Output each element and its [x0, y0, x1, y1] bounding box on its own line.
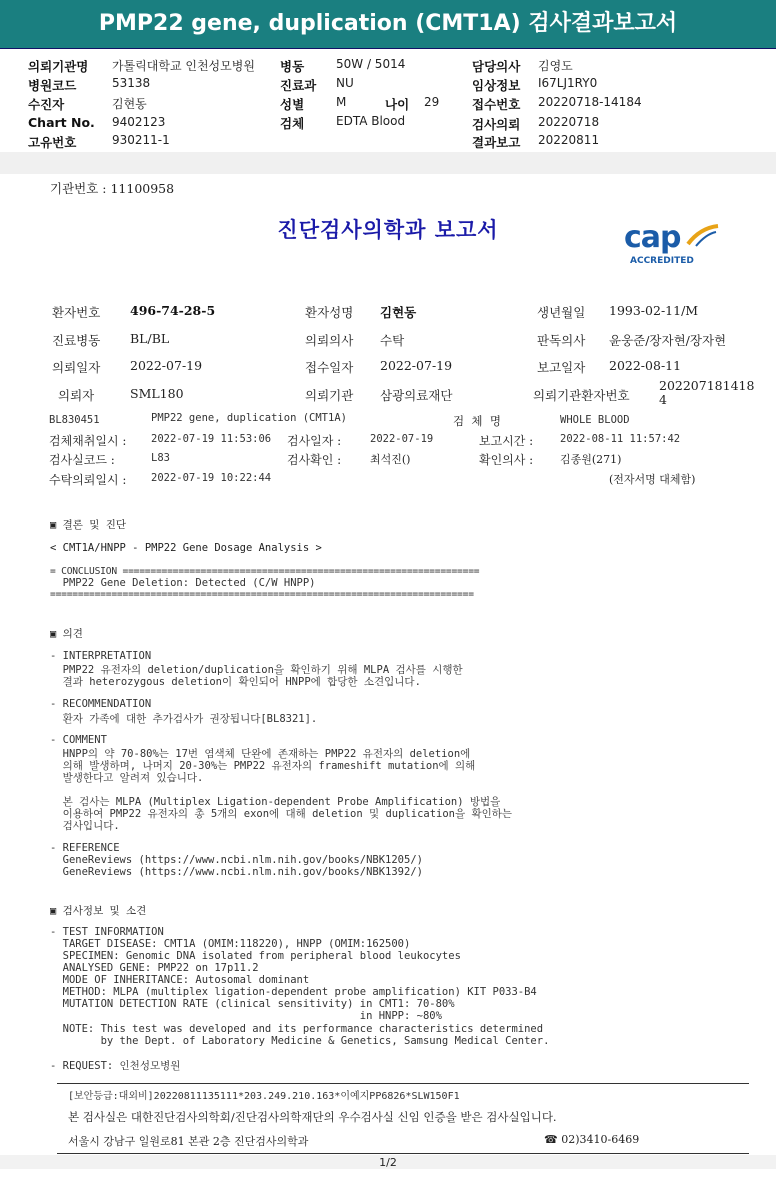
reporttime-label: 보고시간 :: [479, 434, 534, 448]
doctor-label: 담당의사: [472, 59, 521, 74]
receipt-label: 접수번호: [472, 97, 521, 112]
comment-2: 의해 발생하며, 나머지 20-30%는 PMP22 유전자의 frameshift mutation에 의해: [50, 760, 476, 772]
confdoc-value: 김종원(271): [560, 453, 622, 466]
ward2-label: 진료병동: [52, 333, 101, 348]
comment-head: - COMMENT: [50, 734, 107, 746]
report-header-title: PMP22 gene, duplication (CMT1A) 검사결과보고서: [98, 11, 678, 36]
reqdoc-label: 의뢰의사: [305, 333, 354, 348]
section-conclusion-title: ▣ 결론 및 진단: [50, 519, 127, 531]
confirm-label: 검사확인 :: [287, 453, 342, 467]
conclusion-head: = CONCLUSION ================================================================: [50, 566, 480, 577]
age-label: 나이: [385, 97, 410, 112]
footer-divider-bottom: [57, 1153, 749, 1154]
reqdate-value: 2022-07-19: [130, 358, 203, 373]
reqdate-label: 의뢰일자: [52, 360, 101, 375]
ti-3: ANALYSED GENE: PMP22 on 17p11.2: [50, 962, 259, 974]
consign-label: 수탁의뢰일시 :: [49, 473, 127, 487]
ref-head: - REFERENCE: [50, 842, 120, 854]
sex-label: 성별: [280, 97, 305, 112]
ward-label: 병동: [280, 59, 305, 74]
ti-8: NOTE: This test was developed and its performance characteristics determined: [50, 1023, 544, 1035]
conclusion-end: ============================================================================: [50, 589, 474, 600]
receipt-value: 20220718-14184: [538, 95, 642, 109]
room-value: L83: [151, 452, 170, 464]
requestdate-value: 20220718: [538, 115, 600, 129]
reqdoc-value: 수탁: [380, 333, 405, 348]
requester-value: SML180: [130, 386, 184, 401]
confdoc-label: 확인의사 :: [479, 453, 534, 467]
name-value: 김현동: [380, 305, 417, 320]
dob-value: 1993-02-11/M: [609, 303, 699, 318]
ward-value: 50W / 5014: [336, 57, 406, 71]
consign-value: 2022-07-19 10:22:44: [151, 472, 272, 484]
comment-5: 이용하여 PMP22 유전자의 총 5개의 exon에 대해 deletion 및 duplication을 확인하는: [50, 808, 513, 820]
address-line: 서울시 강남구 일원로81 본관 2층 진단검사의학과: [68, 1135, 309, 1148]
ti-7: in HNPP: ~80%: [50, 1010, 442, 1022]
ti-5: METHOD: MLPA (multiplex ligation-dependent probe amplification) KIT P033-B4: [50, 986, 537, 998]
repdate-label: 보고일자: [537, 360, 586, 375]
recdate-value: 2022-07-19: [380, 358, 453, 373]
org-label: 의뢰기관명: [28, 59, 89, 74]
report-title: 진단검사의학과 보고서: [277, 217, 499, 242]
chart-value: 9402123: [112, 115, 166, 129]
reportdate-label: 결과보고: [472, 135, 521, 150]
cap-logo: cap ACCREDITED: [622, 222, 732, 272]
ti-9: by the Dept. of Laboratory Medicine & Genetics, Samsung Medical Center.: [50, 1035, 550, 1047]
comment-6: 검사입니다.: [50, 820, 120, 832]
reader-label: 판독의사: [537, 333, 586, 348]
room-label: 검사실코드 :: [49, 453, 115, 467]
comment-4: 본 검사는 MLPA (Multiplex Ligation-dependent Probe Amplification) 방법을: [50, 796, 501, 808]
reqinstpid-label: 의뢰기관환자번호: [533, 388, 630, 403]
dept-value: NU: [336, 76, 354, 90]
security-line: [보안등급:대외비]20220811135111*203.249.210.163*이예지PP6826*SLW150F1: [68, 1091, 460, 1102]
ti-6: MUTATION DETECTION RATE (clinical sensitivity) in CMT1: 70-80%: [50, 998, 455, 1010]
testdate-value: 2022-07-19: [370, 433, 434, 445]
analysis-line: < CMT1A/HNPP - PMP22 Gene Dosage Analysis >: [50, 542, 322, 554]
hospcode-value: 53138: [112, 76, 151, 90]
name-label: 환자성명: [305, 305, 354, 320]
collect-label: 검체채취일시 :: [49, 434, 127, 448]
comment-3: 발생한다고 알려져 있습니다.: [50, 772, 204, 784]
sex-value: M: [336, 95, 347, 109]
reader-value: 윤웅준/장자현/장자현: [609, 333, 727, 348]
ward2-value: BL/BL: [130, 331, 170, 346]
phone-line: ☎ 02)3410-6469: [544, 1133, 640, 1146]
pid-value: 496-74-28-5: [130, 303, 216, 318]
reportdate-value: 20220811: [538, 133, 600, 147]
rec-1: 환자 가족에 대한 추가검사가 권장됩니다[BL8321].: [50, 713, 318, 725]
org-value: 가톨릭대학교 인천성모병원: [112, 59, 255, 73]
reporttime-value: 2022-08-11 11:57:42: [560, 433, 681, 445]
comment-1: HNPP의 약 70-80%는 17번 염색체 단완에 존재하는 PMP22 유전자의 deletion에: [50, 748, 471, 760]
interp-1: PMP22 유전자의 deletion/duplication을 확인하기 위해 MLPA 검사를 시행한: [50, 664, 463, 676]
request-line: - REQUEST: 인천성모병원: [50, 1060, 181, 1072]
reqinstpid-value-1: 202207181418: [659, 378, 755, 393]
test-code: BL830451: [49, 414, 100, 426]
footer-divider-top: [57, 1083, 749, 1084]
age-value: 29: [424, 95, 440, 109]
certification-line: 본 검사실은 대한진단검사의학회/진단검사의학재단의 우수검사실 신임 인증을 받은 검사실입니다.: [68, 1110, 557, 1124]
recdate-label: 접수일자: [305, 360, 354, 375]
clinical-value: I67LJ1RY0: [538, 76, 598, 90]
patient-value: 김현동: [112, 97, 147, 111]
ti-head: - TEST INFORMATION: [50, 926, 164, 938]
ti-1: TARGET DISEASE: CMT1A (OMIM:118220), HNPP (OMIM:162500): [50, 938, 411, 950]
spec-value: WHOLE BLOOD: [560, 414, 630, 426]
cap-check-icon: [682, 224, 722, 254]
repdate-value: 2022-08-11: [609, 358, 682, 373]
collect-value: 2022-07-19 11:53:06: [151, 433, 272, 445]
testdate-label: 검사일자 :: [287, 434, 342, 448]
rec-head: - RECOMMENDATION: [50, 698, 152, 710]
page-number: 1/2: [379, 1156, 397, 1169]
pid-label: 환자번호: [52, 305, 101, 320]
conclusion-body: PMP22 Gene Deletion: Detected (C/W HNPP): [50, 577, 316, 589]
clinical-label: 임상정보: [472, 78, 521, 93]
uid-label: 고유번호: [28, 135, 77, 150]
ref-2: GeneReviews (https://www.ncbi.nlm.nih.gov/books/NBK1392/): [50, 866, 423, 878]
confirm-value: 최석진(): [370, 453, 411, 466]
requester-label: 의뢰자: [58, 388, 95, 403]
dept-label: 진료과: [280, 78, 317, 93]
test-name: PMP22 gene, duplication (CMT1A): [151, 412, 347, 424]
patient-label: 수진자: [28, 97, 65, 112]
section-testinfo-title: ▣ 검사정보 및 소견: [50, 905, 147, 917]
specimen-label: 검체: [280, 116, 305, 131]
reqinst-value: 삼광의료재단: [380, 388, 453, 403]
reqinstpid-value-2: 4: [659, 392, 667, 407]
interp-head: - INTERPRETATION: [50, 650, 152, 662]
separator-band: [0, 152, 776, 174]
ti-4: MODE OF INHERITANCE: Autosomal dominant: [50, 974, 310, 986]
dob-label: 생년월일: [537, 305, 586, 320]
specimen-value: EDTA Blood: [336, 114, 406, 128]
section-opinion-title: ▣ 의견: [50, 628, 83, 640]
ti-2: SPECIMEN: Genomic DNA isolated from peripheral blood leukocytes: [50, 950, 461, 962]
chart-label: Chart No.: [28, 115, 95, 130]
requestdate-label: 검사의뢰: [472, 117, 521, 132]
ref-1: GeneReviews (https://www.ncbi.nlm.nih.gov/books/NBK1205/): [50, 854, 423, 866]
institution-number: 기관번호 : 11100958: [50, 181, 175, 196]
uid-value: 930211-1: [112, 133, 170, 147]
reqinst-label: 의뢰기관: [305, 388, 354, 403]
spec-label: 검 체 명: [453, 414, 501, 428]
esign-note: (전자서명 대체함): [609, 473, 696, 486]
doctor-value: 김영도: [538, 59, 573, 73]
hospcode-label: 병원코드: [28, 78, 77, 93]
interp-2: 결과 heterozygous deletion이 확인되어 HNPP에 합당한 소견입니다.: [50, 676, 421, 688]
